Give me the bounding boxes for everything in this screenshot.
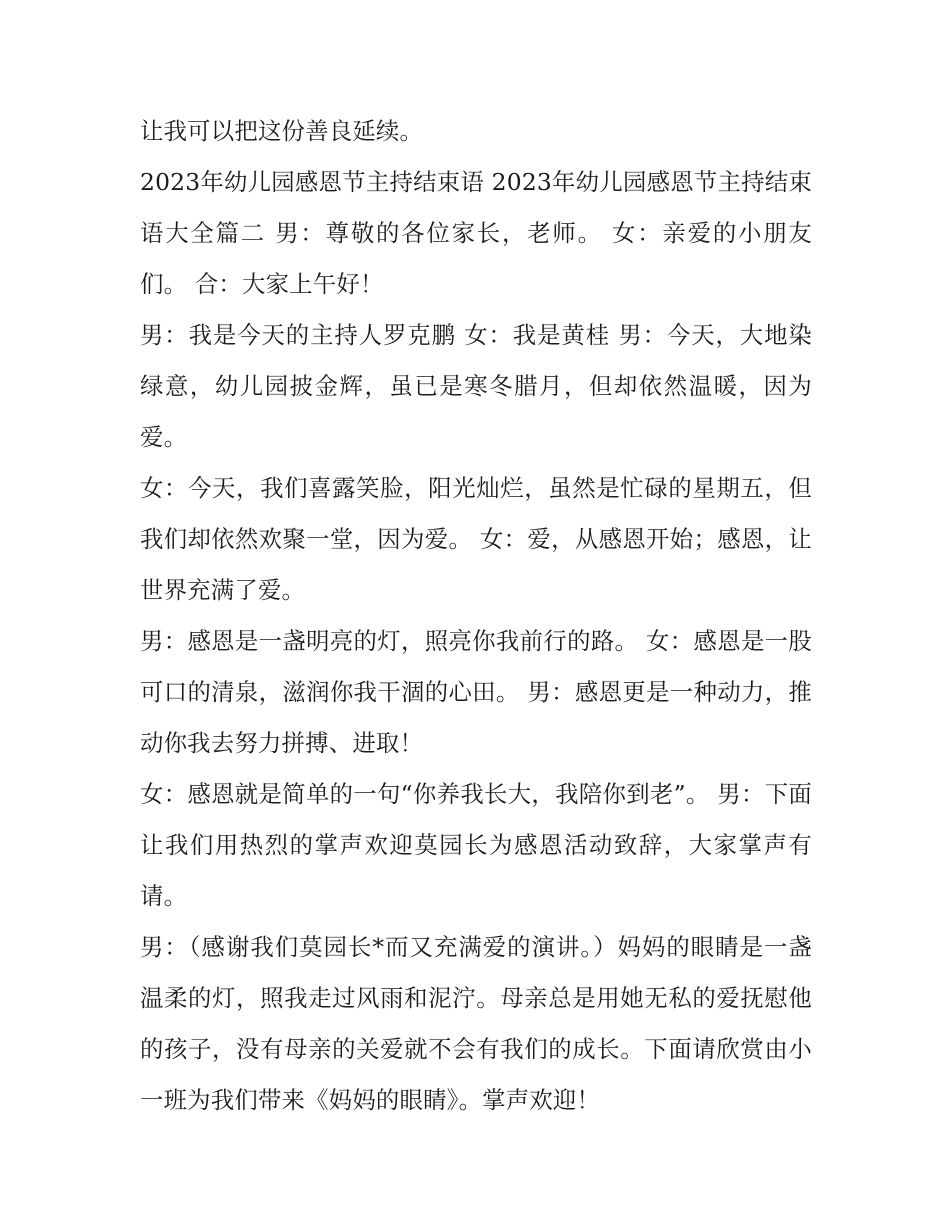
paragraph-4: 女：今天，我们喜露笑脸，阳光灿烂，虽然是忙碌的星期五，但我们却依然欢聚一堂，因为爱。 女：爱，从感恩开始；感恩，让世界充满了爱。 [140,474,812,604]
paragraph-6: 女：感恩就是简单的一句“你养我长大，我陪你到老”。 男：下面让我们用热烈的掌声欢迎莫园长为感恩活动致辞，大家掌声有请。 [140,780,812,910]
paragraph-5: 男：感恩是一盏明亮的灯，照亮你我前行的路。 女：感恩是一股可口的清泉，滋润你我干涸的心田。 男：感恩更是一种动力，推动你我去努力拼搏、进取！ [140,627,812,757]
paragraph-2: 2023年幼儿园感恩节主持结束语 2023年幼儿园感恩节主持结束语大全篇二 男：尊敬的各位家长，老师。 女：亲爱的小朋友们。 合：大家上午好！ [140,168,812,298]
paragraph-7: 男：（感谢我们莫园长*而又充满爱的演讲。）妈妈的眼睛是一盏温柔的灯，照我走过风雨和泥泞。母亲总是用她无私的爱抚慰他的孩子，没有母亲的关爱就不会有我们的成长。下面请欣赏由小一班为我们带来《妈妈的眼睛》。掌声欢迎！ [140,933,812,1114]
paragraph-1: 让我可以把这份善良延续。 [140,117,424,145]
document-body [140,106,812,1126]
paragraph-3: 男：我是今天的主持人罗克鹏 女：我是黄桂 男：今天，大地染绿意，幼儿园披金辉，虽已是寒冬腊月，但却依然温暖，因为爱。 [140,321,812,451]
